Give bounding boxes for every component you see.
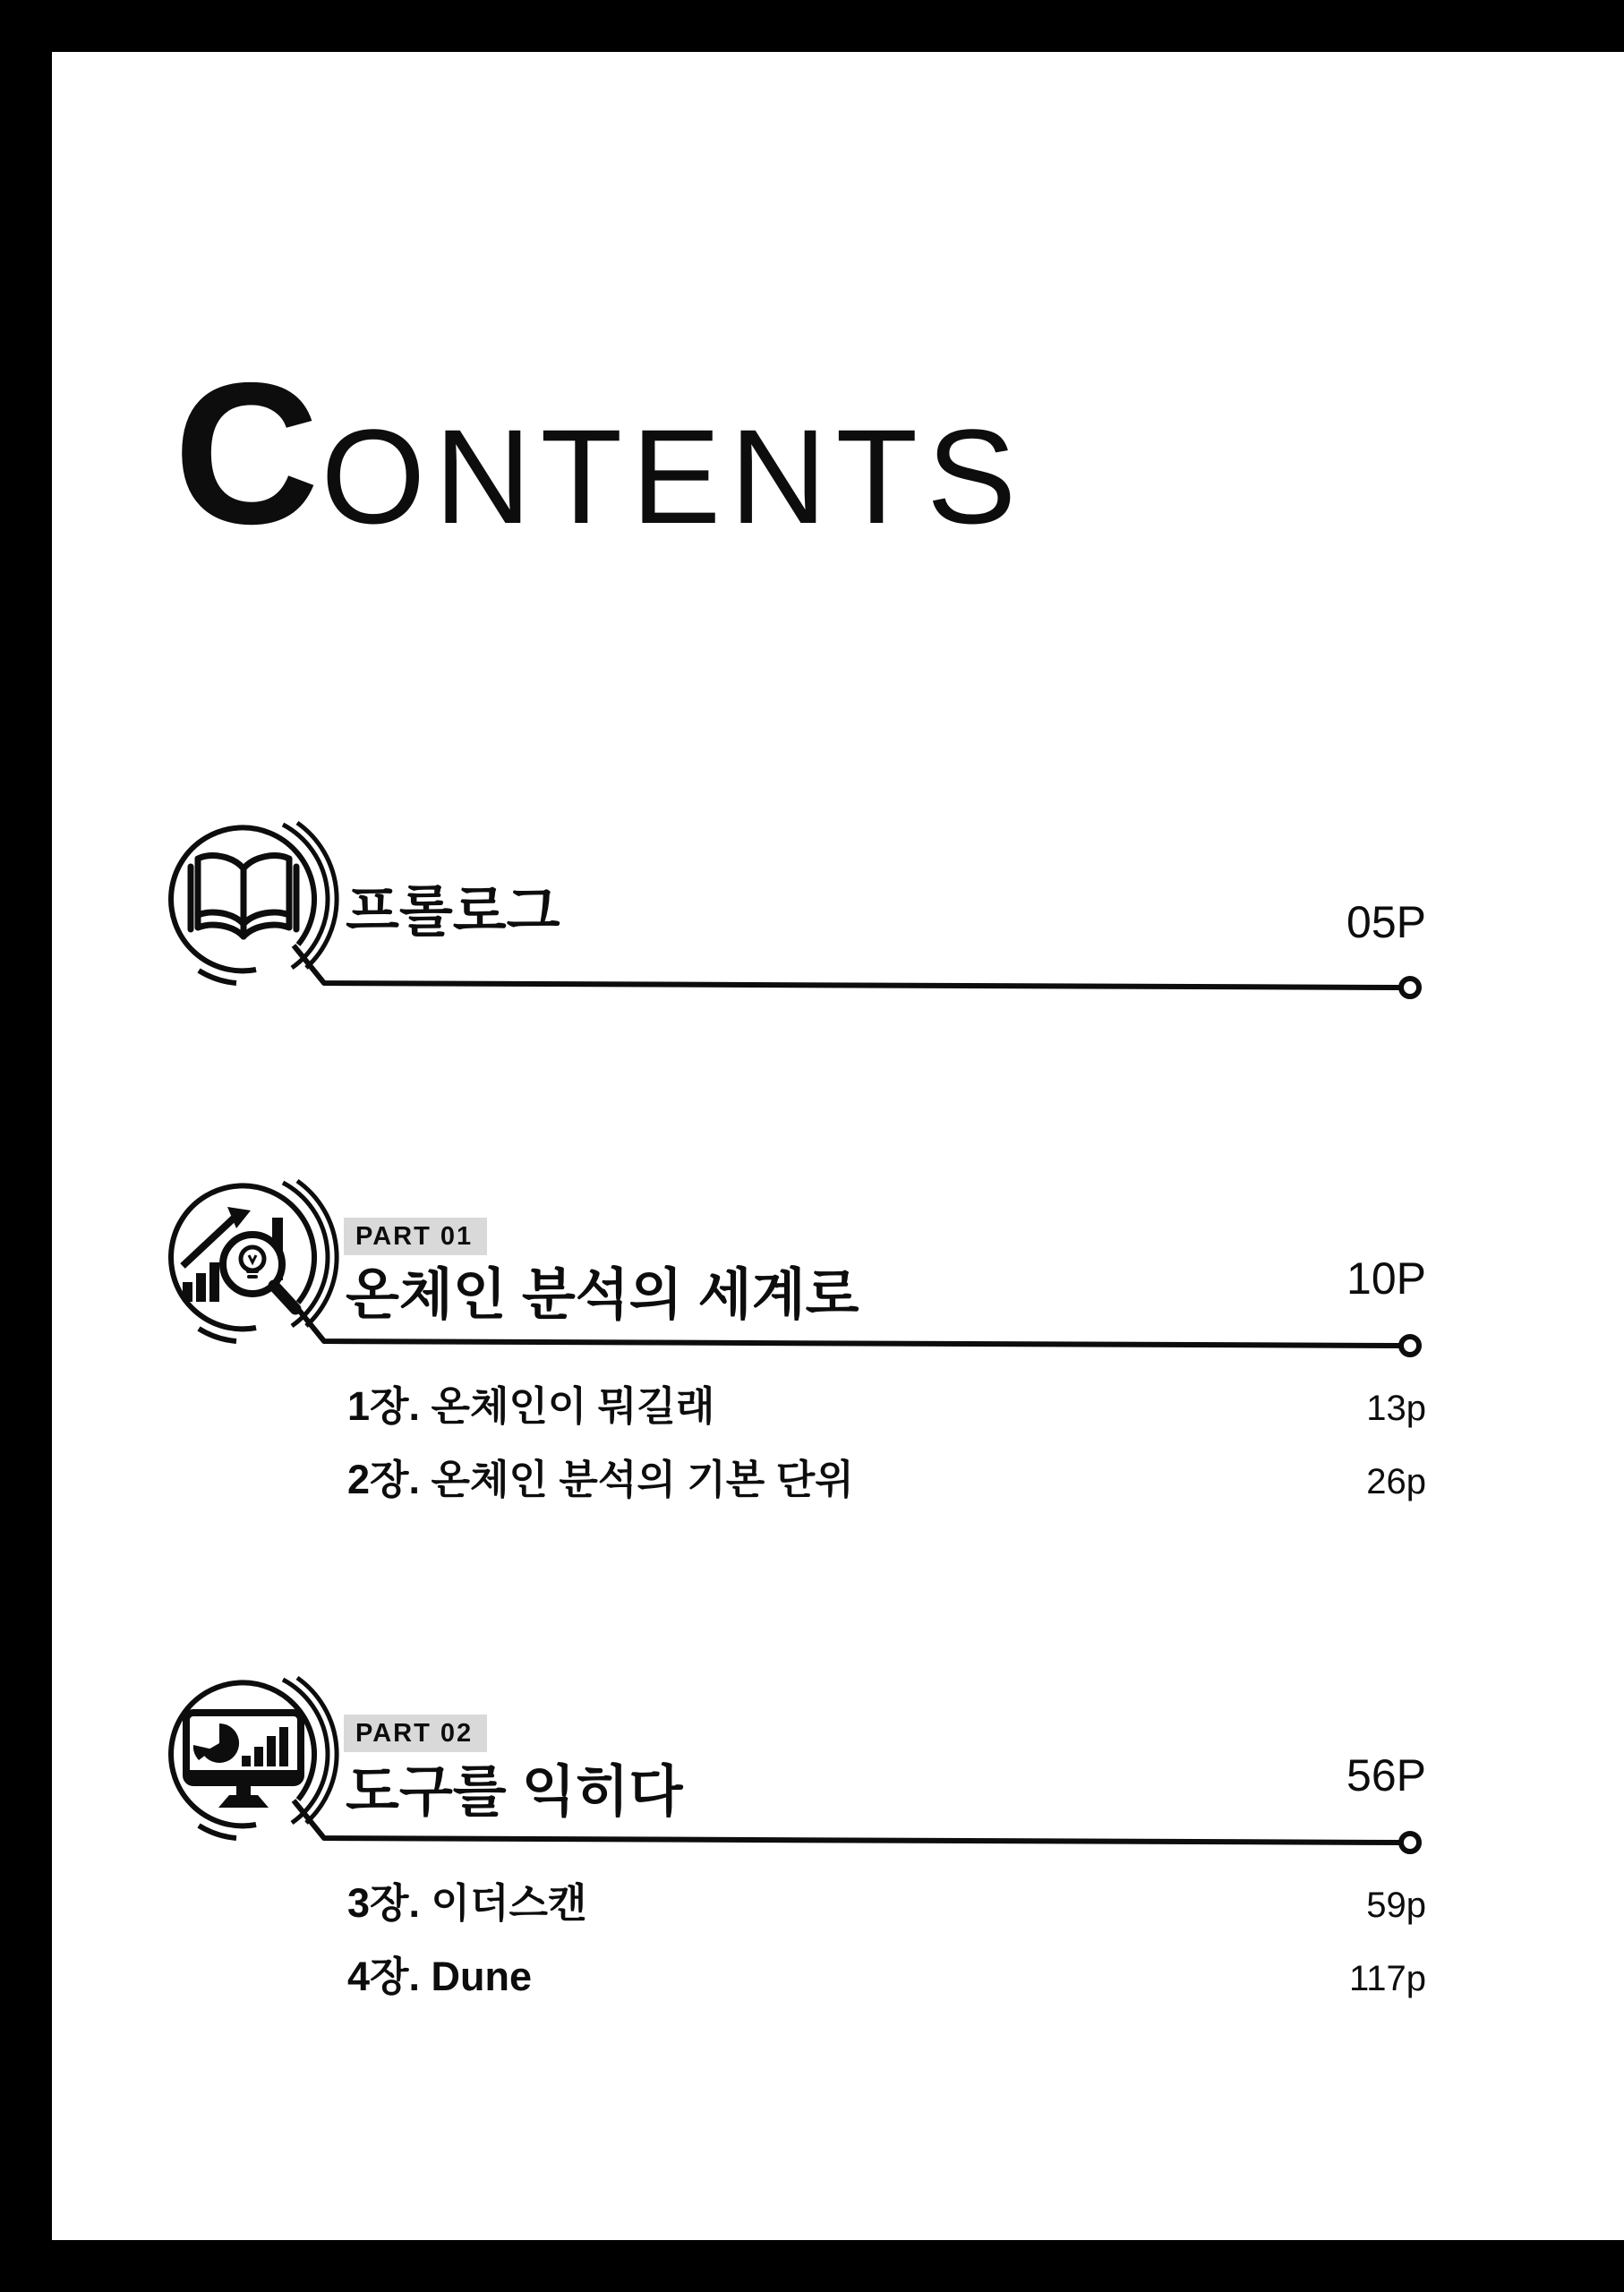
section-page-part01: 10P	[1346, 1253, 1426, 1304]
section-title-part01: 온체인 분석의 세계로	[346, 1264, 859, 1326]
section-page-part02: 56P	[1346, 1750, 1426, 1800]
chapter-row	[347, 1956, 1426, 1997]
part02-emblem	[52, 1664, 1431, 1897]
chapter-page: 26p	[1366, 1462, 1426, 1501]
chapter-title: 1장. 온체인이 뭐길래	[347, 1383, 715, 1429]
chapter-page: 13p	[1366, 1389, 1426, 1428]
prologue-emblem	[52, 809, 1431, 1042]
chapter-title: 4장. Dune	[347, 1954, 533, 1999]
open-book-icon	[191, 856, 296, 936]
part-label-01: PART 01	[344, 1218, 487, 1255]
chart-growth-magnifier-icon	[183, 1207, 295, 1309]
emblem-arc-outer	[297, 823, 337, 968]
chapter-page: 117p	[1348, 1959, 1426, 1998]
page-title	[174, 340, 1026, 566]
chapter-row	[347, 1880, 1426, 1926]
chapter-title: 3장. 이더스캔	[347, 1880, 587, 1926]
line-end-dot	[1401, 979, 1419, 996]
section-page-prologue: 05P	[1346, 897, 1426, 947]
chapter-page: 59p	[1366, 1886, 1426, 1925]
part-label-02: PART 02	[344, 1715, 487, 1752]
page-title-rest: ONTENTS	[321, 401, 1026, 552]
line-end-dot	[1401, 1337, 1419, 1355]
page-title-initial: C	[174, 340, 321, 566]
section-title-part02: 도구를 익히다	[346, 1761, 683, 1823]
chapter-row	[347, 1383, 1426, 1429]
book-page	[52, 52, 1624, 2240]
line-end-dot	[1401, 1834, 1419, 1852]
monitor-analytics-icon	[186, 1713, 301, 1808]
chapter-title: 2장. 온체인 분석의 기본 단위	[347, 1457, 854, 1502]
section-title-prologue: 프롤로그	[346, 881, 560, 943]
emblem-arc-outer	[297, 1181, 337, 1326]
section-connector-line	[294, 945, 1400, 988]
chapter-row	[347, 1459, 1426, 1500]
